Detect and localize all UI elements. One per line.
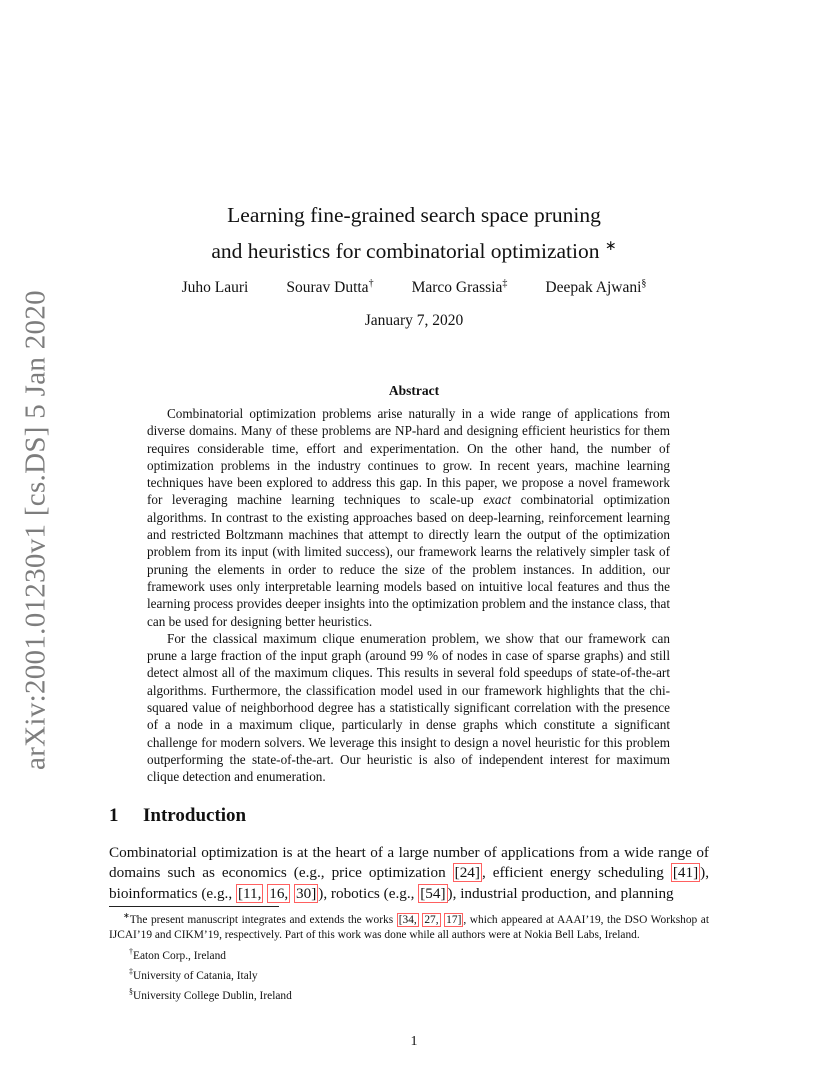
- citation-link[interactable]: 27,: [424, 913, 439, 926]
- footnote-4-text: University College Dublin, Ireland: [133, 989, 292, 1002]
- author-4: [545, 278, 646, 297]
- author-1: [182, 278, 249, 297]
- author-4-mark[interactable]: §: [641, 278, 647, 289]
- footnote-3-text: University of Catania, Italy: [133, 969, 258, 982]
- footnote-1: [109, 908, 709, 944]
- footnotes: [109, 908, 709, 1004]
- abstract-p1-text-b: combinatorial optimization algorithms. In contrast to the existing approaches based on deep-learning, reinforcement learning and restricted Boltzmann machines that attempt to directly learn the output of the optimization problem from its input (with limited success), our framework learns the relatively simpler task of pruning the elements in order to reduce the size of the problem instances. In addition, our framework uses only interpretable learning models based on intuitive local features and thus the learning process provides deeper insights into the optimization problem and the instance class, that can be used for designing better heuristics.: [147, 492, 670, 629]
- author-2-name: Sourav Dutta: [286, 279, 369, 297]
- intro-text-1: Combinatorial optimization is at the heart of a large number of applications from a wide range of domains such as economics (e.g., price optimization: [109, 844, 709, 882]
- footnote-1-text-a: The present manuscript integrates and extends the works: [129, 913, 397, 926]
- citation-link[interactable]: 17]: [446, 913, 462, 926]
- abstract-p1-text-a: Combinatorial optimization problems arise naturally in a wide range of applications from diverse domains. Many of these problems are NP-hard and designing efficient heuristics for them requires considerable time, effort and experimentation. On the other hand, the number of optimization problems in the industry continues to grow. In recent years, machine learning techniques have been explored to address this gap. In this paper, we propose a novel framework for leveraging machine learning techniques to scale-up: [147, 406, 670, 508]
- footnote-1-text-b: , which appeared at AAAI’19, the DSO Workshop at IJCAI’19 and CIKM’19, respectively. Part of this work was done while all authors were at Nokia Bell Labs, Ireland.: [109, 913, 710, 942]
- author-4-name: Deepak Ajwani: [545, 279, 642, 297]
- abstract-paragraph-2: For the classical maximum clique enumeration problem, we show that our framework can prune a large fraction of the input graph (around 99 % of nodes in case of sparse graphs) and still detect almost all of the maximum cliques. This results in several fold speedups of state-of-the-art algorithms. Furthermore, the classification model used in our framework highlights that the chi-squared value of neighborhood degree has a statistically significant correlation with the presence of a node in a maximum clique, particularly in dense graphs which constitute a significant challenge for modern solvers. We leverage this insight to design a novel heuristic for this problem outperforming the state-of-the-art. Our heuristic is also of independent interest for maximum clique detection and enumeration.: [147, 630, 670, 785]
- arxiv-identifier-stamp: arXiv:2001.01230v1 [cs.DS] 5 Jan 2020: [19, 290, 52, 770]
- footnote-2-mark: †: [129, 946, 133, 956]
- title-line-1: Learning fine-grained search space pruning: [227, 203, 601, 227]
- intro-text-2: , efficient energy scheduling: [481, 864, 671, 882]
- intro-text-3: ), bioinformatics (e.g.,: [109, 864, 709, 902]
- author-2-mark[interactable]: †: [368, 278, 374, 289]
- section-heading-introduction: [109, 805, 246, 827]
- paper-date: January 7, 2020: [364, 312, 464, 329]
- citation-link[interactable]: [34,: [398, 913, 417, 926]
- citation-link[interactable]: [24]: [454, 864, 480, 882]
- citation-link[interactable]: [41]: [672, 864, 699, 882]
- footnote-4-mark: §: [129, 987, 133, 997]
- section-number: 1: [109, 805, 119, 826]
- abstract-p1-emphasis: exact: [483, 492, 512, 508]
- title-line-2-text: and heuristics for combinatorial optimization: [211, 239, 600, 263]
- title-footnote-mark[interactable]: ∗: [604, 239, 617, 254]
- citation-link[interactable]: 16,: [269, 884, 289, 902]
- abstract-heading: Abstract: [388, 383, 440, 398]
- title-line-2: [0, 231, 828, 267]
- citation-link[interactable]: 30]: [296, 884, 317, 902]
- footnote-3: [109, 964, 709, 984]
- paper-title: [0, 200, 828, 267]
- footnote-2: [109, 944, 709, 964]
- footnote-2-text: Eaton Corp., Ireland: [133, 949, 226, 962]
- section-title: Introduction: [143, 805, 247, 826]
- footnote-3-mark: ‡: [129, 966, 133, 976]
- abstract-paragraph-1: [147, 405, 670, 630]
- intro-text-4: ), robotics (e.g.,: [318, 884, 419, 902]
- page-number: 1: [410, 1034, 418, 1049]
- author-1-name: Juho Lauri: [181, 279, 249, 297]
- footnote-1-mark: ∗: [123, 911, 130, 920]
- footnote-divider: [109, 906, 279, 907]
- author-3: [412, 278, 508, 297]
- citation-link[interactable]: [11,: [237, 884, 262, 902]
- author-3-mark[interactable]: ‡: [502, 278, 508, 289]
- author-3-name: Marco Grassia: [411, 279, 503, 297]
- citation-link[interactable]: [54]: [420, 884, 446, 902]
- intro-text-5: ), industrial production, and planning: [447, 884, 674, 902]
- footnote-4: [109, 984, 709, 1004]
- abstract-body: [147, 405, 670, 786]
- author-2: [286, 278, 373, 297]
- introduction-paragraph: [109, 843, 709, 904]
- author-list: [0, 278, 828, 297]
